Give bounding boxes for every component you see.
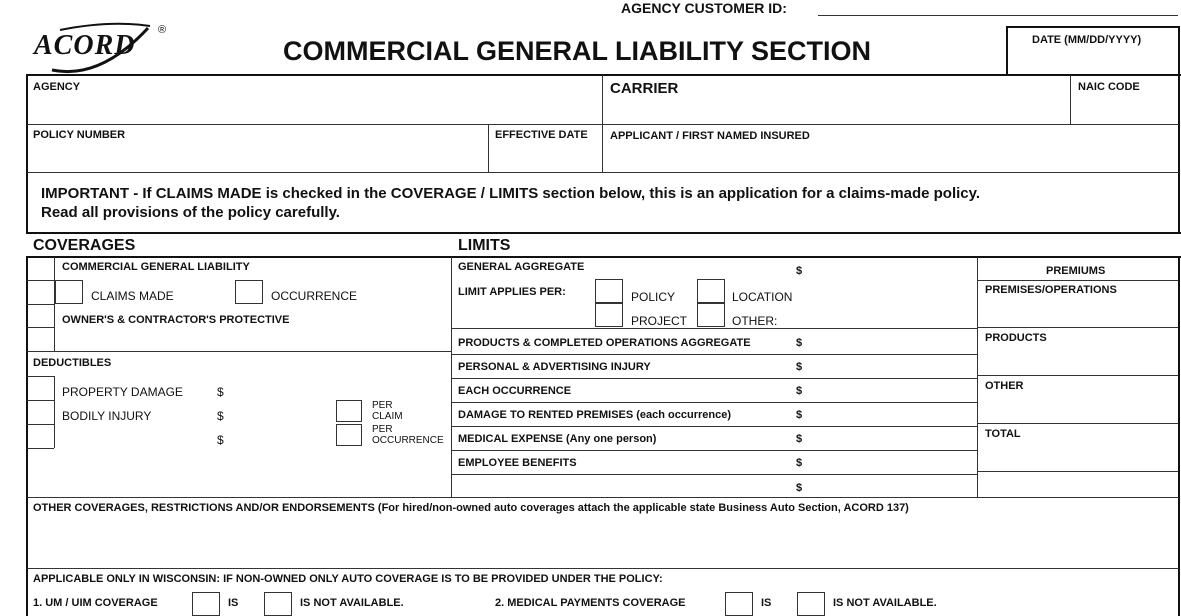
other-checkbox[interactable] [697,303,725,327]
premiums-other-label: OTHER [985,380,1024,392]
effective-date-field[interactable] [490,144,600,170]
occurrence-checkbox[interactable] [235,280,263,304]
acord-logo [30,18,180,76]
naic-code-field[interactable] [1072,97,1176,122]
carrier-label: CARRIER [610,80,679,97]
agency-field[interactable] [28,95,600,122]
bodily-injury-label: BODILY INJURY [62,409,152,423]
property-damage-checkbox[interactable] [28,378,53,399]
other-deductible-dollar: $ [217,433,224,447]
premises-operations-label: PREMISES/OPERATIONS [985,284,1117,296]
cgl-label: COMMERCIAL GENERAL LIABILITY [62,261,250,273]
premiums-heading: PREMIUMS [1046,265,1106,277]
ocp-label: OWNER'S & CONTRACTOR'S PROTECTIVE [62,314,290,326]
wisconsin-heading: APPLICABLE ONLY IN WISCONSIN: IF NON-OWNED ONLY AUTO COVERAGE IS TO BE PROVIDED UNDER THE POLICY: [33,573,663,585]
ocp-checkbox[interactable] [28,306,53,326]
carrier-field[interactable] [604,100,1068,122]
per-occurrence-checkbox[interactable] [336,424,362,446]
medical-payments-is-checkbox[interactable] [725,592,753,616]
occurrence-label: OCCURRENCE [271,289,358,303]
limit-applies-per-label: LIMIT APPLIES PER: [458,286,566,298]
claims-made-left-checkbox[interactable] [28,283,53,303]
bodily-injury-checkbox[interactable] [28,402,53,423]
employee-benefits-label: EMPLOYEE BENEFITS [458,457,577,469]
agency-customer-id-input-line[interactable] [818,15,1178,16]
agency-label: AGENCY [33,81,81,93]
general-aggregate-label: GENERAL AGGREGATE [458,261,585,273]
personal-advertising-label: PERSONAL & ADVERTISING INJURY [458,361,651,373]
property-damage-dollar: $ [217,385,224,399]
other-label: OTHER: [732,314,778,328]
location-checkbox[interactable] [697,279,725,303]
damage-rented-label: DAMAGE TO RENTED PREMISES (each occurrence) [458,409,732,421]
medical-expense-label: MEDICAL EXPENSE (Any one person) [458,433,657,445]
um-uim-is-checkbox[interactable] [192,592,220,616]
important-notice [41,184,980,222]
um-uim-not-available-label: IS NOT AVAILABLE. [300,597,404,609]
location-label: LOCATION [732,290,793,304]
medical-payments-label: 2. MEDICAL PAYMENTS COVERAGE [495,597,686,609]
policy-number-field[interactable] [28,144,486,170]
each-occurrence-label: EACH OCCURRENCE [458,385,572,397]
policy-number-label: POLICY NUMBER [33,129,126,141]
limits-heading: LIMITS [458,237,511,254]
damage-rented-dollar: $ [796,409,803,421]
coverages-heading: COVERAGES [33,237,136,254]
effective-date-label: EFFECTIVE DATE [495,129,588,141]
important-line-1: IMPORTANT - If CLAIMS MADE is checked in the COVERAGE / LIMITS section below, this is an application for a claims-made policy. [41,185,981,202]
registered-mark: ® [158,24,167,36]
premiums-total-label: TOTAL [985,428,1021,440]
um-uim-is-label: IS [228,597,239,609]
products-completed-label: PRODUCTS & COMPLETED OPERATIONS AGGREGATE [458,337,751,349]
products-completed-dollar: $ [796,337,803,349]
employee-benefits-dollar: $ [796,457,803,469]
personal-advertising-dollar: $ [796,361,803,373]
bodily-injury-dollar: $ [217,409,224,423]
claims-made-label: CLAIMS MADE [91,289,174,303]
deductibles-heading: DEDUCTIBLES [33,357,112,369]
claims-made-checkbox[interactable] [55,280,83,304]
medical-expense-dollar: $ [796,433,803,445]
per-occurrence-label: PER OCCURRENCE [372,424,444,446]
policy-label: POLICY [631,290,676,304]
property-damage-label: PROPERTY DAMAGE [62,385,183,399]
important-line-2: Read all provisions of the policy carefully. [41,204,340,221]
um-uim-not-available-checkbox[interactable] [264,592,292,616]
per-claim-checkbox[interactable] [336,400,362,422]
additional-limit-dollar: $ [796,482,803,494]
policy-checkbox[interactable] [595,279,623,303]
cgl-checkbox[interactable] [28,259,53,279]
agency-customer-id-label: AGENCY CUSTOMER ID: [621,0,787,16]
um-uim-label: 1. UM / UIM COVERAGE [33,597,158,609]
applicant-field[interactable] [604,146,1176,170]
page-title: COMMERCIAL GENERAL LIABILITY SECTION [283,36,872,66]
medical-payments-not-available-label: IS NOT AVAILABLE. [833,597,937,609]
premiums-products-label: PRODUCTS [985,332,1047,344]
other-coverages-field[interactable] [28,518,1176,566]
applicant-label: APPLICANT / FIRST NAMED INSURED [610,130,810,142]
date-label: DATE (MM/DD/YYYY) [1032,34,1142,46]
other-deductible-checkbox[interactable] [28,426,53,447]
per-claim-label: PER CLAIM [372,400,403,422]
project-checkbox[interactable] [595,303,623,327]
naic-code-label: NAIC CODE [1078,81,1140,93]
each-occurrence-dollar: $ [796,385,803,397]
project-label: PROJECT [631,314,688,328]
medical-payments-is-label: IS [761,597,772,609]
acord-logo-text: ACORD [34,30,136,61]
general-aggregate-dollar: $ [796,265,803,277]
medical-payments-not-available-checkbox[interactable] [797,592,825,616]
other-coverages-label: OTHER COVERAGES, RESTRICTIONS AND/OR ENDORSEMENTS (For hired/non-owned auto coverages attach the applicable state Business Auto Section, ACORD 137) [33,502,909,514]
